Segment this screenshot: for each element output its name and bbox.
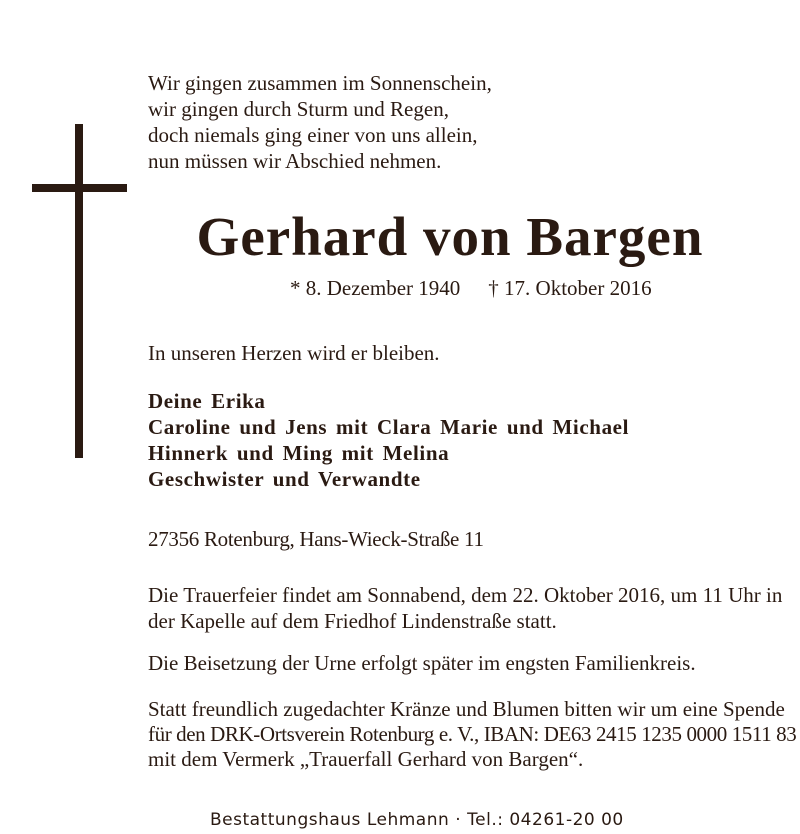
funeral-line: der Kapelle auf dem Friedhof Lindenstraße statt.: [148, 609, 557, 633]
funeral-line: Die Trauerfeier findet am Sonnabend, dem 22. Oktober 2016, um 11 Uhr in: [148, 583, 783, 607]
family-member: Caroline und Jens mit Clara Marie und Michael: [148, 415, 630, 439]
poem-line: doch niemals ging einer von uns allein,: [148, 123, 478, 147]
address: 27356 Rotenburg, Hans-Wieck-Straße 11: [148, 527, 484, 551]
donation-line: Statt freundlich zugedachter Kränze und Blumen bitten wir um eine Spende: [148, 697, 785, 721]
family-member: Hinnerk und Ming mit Melina: [148, 441, 450, 465]
cross-icon: [75, 124, 83, 458]
family-list: [148, 388, 629, 492]
undertaker-footer: [210, 810, 624, 830]
undertaker-phone: Tel.: 04261-20 00: [467, 810, 624, 830]
death-date: † 17. Oktober 2016: [488, 276, 652, 300]
burial-info: Die Beisetzung der Urne erfolgt später im engsten Familienkreis.: [148, 651, 696, 675]
family-member: Deine Erika: [148, 389, 266, 413]
footer-separator: ·: [455, 810, 462, 830]
poem-line: wir gingen durch Sturm und Regen,: [148, 97, 449, 121]
undertaker-name: Bestattungshaus Lehmann: [210, 810, 450, 830]
memory-line: In unseren Herzen wird er bleiben.: [148, 341, 440, 365]
donation-line: für den DRK-Ortsverein Rotenburg e. V., IBAN: DE63 2415 1235 0000 1511 83: [148, 722, 797, 746]
birth-date: * 8. Dezember 1940: [290, 276, 461, 300]
poem-line: nun müssen wir Abschied nehmen.: [148, 149, 442, 173]
donation-info: [148, 697, 796, 772]
life-dates: [290, 276, 652, 301]
family-member: Geschwister und Verwandte: [148, 467, 421, 491]
cross-icon-bar: [32, 184, 127, 192]
donation-line: mit dem Vermerk „Trauerfall Gerhard von Bargen“.: [148, 747, 584, 771]
funeral-info: [148, 582, 782, 634]
poem-line: Wir gingen zusammen im Sonnenschein,: [148, 71, 492, 95]
deceased-name: Gerhard von Bargen: [196, 206, 704, 267]
poem: [148, 70, 492, 174]
